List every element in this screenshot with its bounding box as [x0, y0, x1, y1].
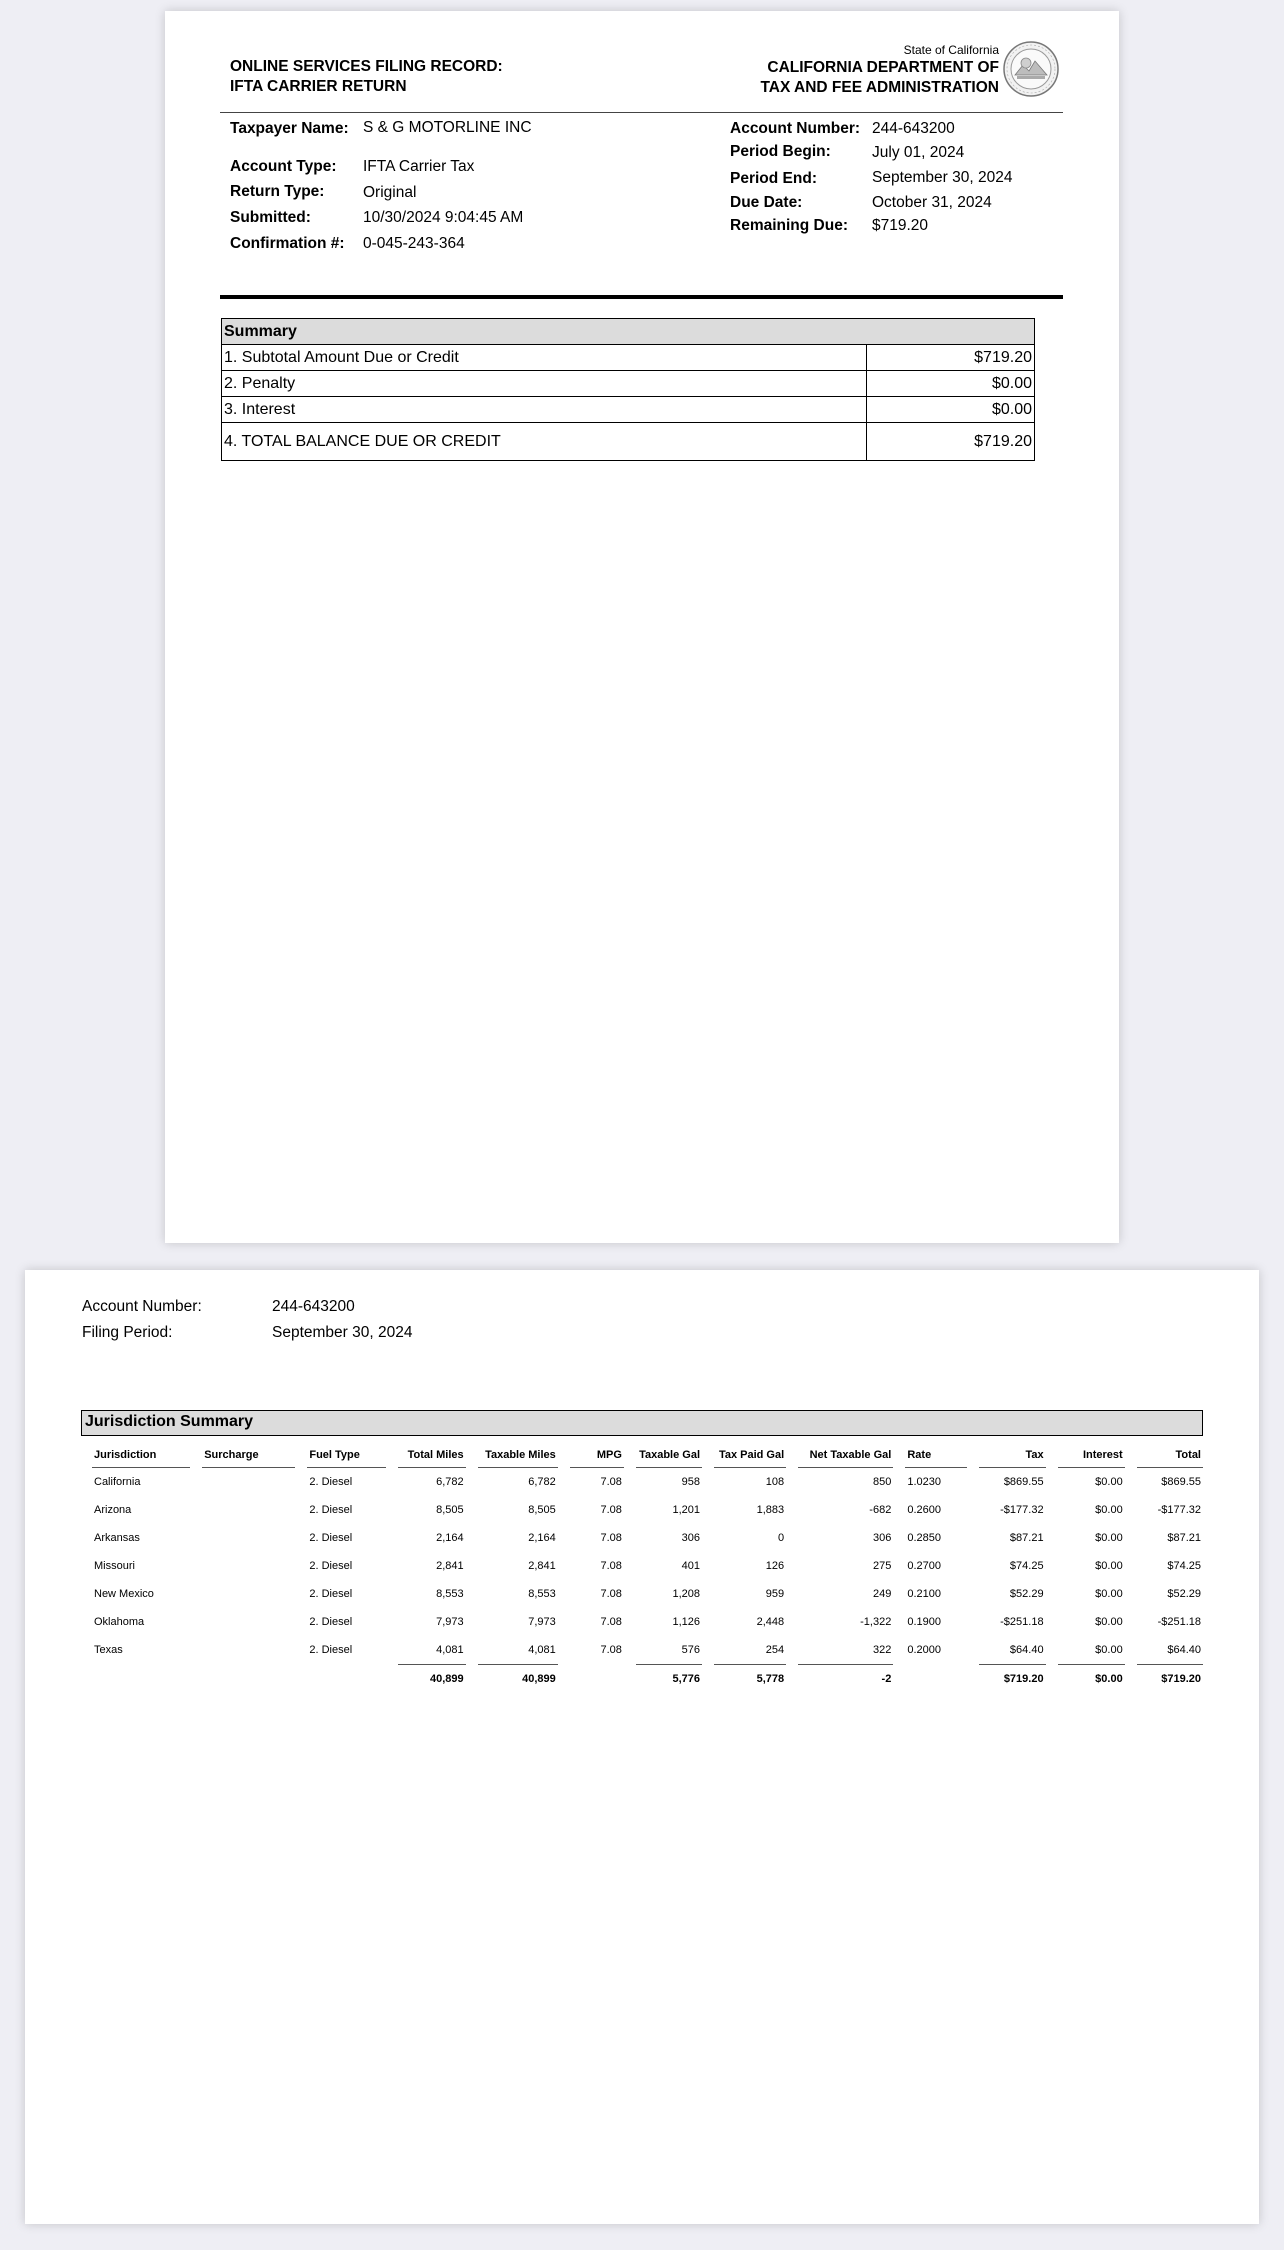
- taxpayer-name-label: Taxpayer Name:: [230, 120, 349, 137]
- cell-taxable-gal: 1,208: [672, 1588, 701, 1600]
- col-header-surcharge: Surcharge: [202, 1442, 295, 1468]
- cell-total: $74.25: [1167, 1560, 1201, 1572]
- summary-row: [222, 345, 1035, 371]
- summary-total-label: 4. TOTAL BALANCE DUE OR CREDIT: [222, 423, 867, 461]
- account-type-label: Account Type:: [230, 158, 337, 175]
- cell-mpg: 7.08: [600, 1616, 622, 1628]
- cell-tax-paid-gal: 254: [765, 1644, 785, 1656]
- cell-rate: 0.2000: [907, 1644, 941, 1656]
- col-header-total-miles: Total Miles: [398, 1442, 466, 1468]
- summary-table: [221, 318, 1035, 461]
- period-end-label: Period End:: [730, 170, 817, 187]
- cell-tax: -$177.32: [1000, 1504, 1044, 1516]
- cell-mpg: 7.08: [600, 1504, 622, 1516]
- cell-surcharge: [202, 1608, 295, 1636]
- cell-total-miles: 6,782: [436, 1476, 464, 1488]
- cell-taxable-gal: 576: [681, 1644, 701, 1656]
- cell-total: $52.29: [1167, 1588, 1201, 1600]
- table-row: [92, 1608, 1203, 1636]
- cell-interest: $0.00: [1095, 1644, 1123, 1656]
- cell-net-taxable-gal: 249: [872, 1588, 892, 1600]
- cell-tax-paid-gal: 5,778: [714, 1664, 786, 1692]
- col-header-net-taxable-gal: Net Taxable Gal: [798, 1442, 893, 1468]
- col-header-taxable-gal: Taxable Gal: [636, 1442, 702, 1468]
- jurisdiction-summary-title: Jurisdiction Summary: [81, 1410, 1203, 1436]
- cell-mpg: 7.08: [600, 1560, 622, 1572]
- cell-total-miles: 7,973: [436, 1616, 464, 1628]
- cell-fuel-type: 2. Diesel: [309, 1616, 353, 1628]
- cell-rate: 1.0230: [907, 1476, 941, 1488]
- due-date-label: Due Date:: [730, 194, 803, 211]
- cell-rate: 0.2100: [907, 1588, 941, 1600]
- jurisdiction-header-row: [92, 1442, 1203, 1468]
- cell-jurisdiction: Arkansas: [94, 1532, 140, 1544]
- cell-surcharge: [202, 1468, 295, 1496]
- cell-rate: 0.2600: [907, 1504, 941, 1516]
- cell-total: $719.20: [1137, 1664, 1203, 1692]
- col-header-fuel-type: Fuel Type: [307, 1442, 385, 1468]
- cell-surcharge: [202, 1664, 295, 1692]
- cell-interest: $0.00: [1095, 1532, 1123, 1544]
- submitted-value: 10/30/2024 9:04:45 AM: [363, 209, 524, 226]
- cell-taxable-gal: 306: [681, 1532, 701, 1544]
- summary-total-amount: $719.20: [867, 423, 1035, 461]
- filing-record-title: [230, 57, 503, 97]
- cell-fuel-type: 2. Diesel: [309, 1644, 353, 1656]
- cell-net-taxable-gal: 275: [872, 1560, 892, 1572]
- cell-taxable-gal: 5,776: [636, 1664, 702, 1692]
- table-row: [92, 1496, 1203, 1524]
- cell-net-taxable-gal: -1,322: [860, 1616, 892, 1628]
- cell-tax-paid-gal: 108: [765, 1476, 785, 1488]
- summary-row-label: 2. Penalty: [222, 371, 867, 397]
- summary-row-label: 3. Interest: [222, 397, 867, 423]
- cell-total: -$251.18: [1157, 1616, 1201, 1628]
- return-page-2: [25, 1270, 1259, 2224]
- confirmation-label: Confirmation #:: [230, 235, 345, 252]
- cell-total-miles: 40,899: [398, 1664, 466, 1692]
- cell-mpg: 7.08: [600, 1476, 622, 1488]
- cell-interest: $0.00: [1095, 1588, 1123, 1600]
- department-line-1: CALIFORNIA DEPARTMENT OF: [767, 59, 999, 76]
- cell-taxable-miles: 8,553: [528, 1588, 556, 1600]
- summary-total-row: [222, 423, 1035, 461]
- cell-interest: $0.00: [1095, 1504, 1123, 1516]
- filing-period-label: Filing Period:: [82, 1324, 173, 1341]
- cell-taxable-miles: 6,782: [528, 1476, 556, 1488]
- remaining-due-value: $719.20: [872, 217, 929, 234]
- cell-tax: -$251.18: [1000, 1616, 1044, 1628]
- cell-total-miles: 8,553: [436, 1588, 464, 1600]
- period-end-value: September 30, 2024: [872, 169, 1013, 186]
- cell-fuel-type: 2. Diesel: [309, 1560, 353, 1572]
- return-type-label: Return Type:: [230, 183, 325, 200]
- cell-taxable-gal: 1,126: [672, 1616, 701, 1628]
- cell-interest: $0.00: [1095, 1616, 1123, 1628]
- cell-surcharge: [202, 1636, 295, 1664]
- cell-net-taxable-gal: -2: [798, 1664, 893, 1692]
- cell-tax-paid-gal: 0: [778, 1532, 785, 1544]
- cell-total: $869.55: [1161, 1476, 1201, 1488]
- cell-mpg: 7.08: [600, 1532, 622, 1544]
- cell-total-miles: 2,841: [436, 1560, 464, 1572]
- cell-tax-paid-gal: 2,448: [756, 1616, 785, 1628]
- taxpayer-name-value: S & G MOTORLINE INC: [363, 119, 532, 136]
- col-header-taxable-miles: Taxable Miles: [478, 1442, 558, 1468]
- totals-row: [92, 1664, 1203, 1692]
- cell-taxable-miles: 2,841: [528, 1560, 556, 1572]
- period-begin-value: July 01, 2024: [872, 144, 965, 161]
- table-row: [92, 1552, 1203, 1580]
- agency-header: [760, 43, 999, 98]
- cell-mpg: 7.08: [600, 1588, 622, 1600]
- return-type-value: Original: [363, 184, 417, 201]
- col-header-tax-paid-gal: Tax Paid Gal: [714, 1442, 786, 1468]
- summary-title: Summary: [222, 319, 1035, 345]
- cell-tax-paid-gal: 1,883: [756, 1504, 785, 1516]
- due-date-value: October 31, 2024: [872, 194, 992, 211]
- summary-row-label: 1. Subtotal Amount Due or Credit: [222, 345, 867, 371]
- cell-tax: $64.40: [1009, 1644, 1044, 1656]
- state-label: State of California: [903, 43, 999, 57]
- header-divider: [220, 112, 1063, 113]
- cell-rate: [905, 1664, 967, 1692]
- cell-jurisdiction: California: [94, 1476, 141, 1488]
- remaining-due-label: Remaining Due:: [730, 217, 848, 234]
- cell-jurisdiction: Arizona: [94, 1504, 132, 1516]
- summary-row-amount: $719.20: [867, 345, 1035, 371]
- summary-row: [222, 371, 1035, 397]
- cell-interest: $0.00: [1095, 1560, 1123, 1572]
- title-line-1: ONLINE SERVICES FILING RECORD:: [230, 58, 503, 75]
- cell-jurisdiction: Missouri: [94, 1560, 135, 1572]
- cell-tax: $869.55: [1003, 1476, 1044, 1488]
- cell-tax-paid-gal: 126: [765, 1560, 785, 1572]
- table-row: [92, 1636, 1203, 1664]
- cell-interest: $0.00: [1095, 1476, 1123, 1488]
- cell-total-miles: 8,505: [436, 1504, 464, 1516]
- cell-rate: 0.2850: [907, 1532, 941, 1544]
- col-header-total: Total: [1137, 1442, 1203, 1468]
- table-row: [92, 1580, 1203, 1608]
- cell-taxable-miles: 8,505: [528, 1504, 556, 1516]
- cell-jurisdiction: [92, 1664, 190, 1692]
- cell-fuel-type: 2. Diesel: [309, 1532, 353, 1544]
- department-line-2: TAX AND FEE ADMINISTRATION: [760, 79, 999, 96]
- col-header-rate: Rate: [905, 1442, 967, 1468]
- account-number-value: 244-643200: [272, 1298, 355, 1315]
- cell-fuel-type: 2. Diesel: [309, 1476, 353, 1488]
- cell-net-taxable-gal: 850: [872, 1476, 892, 1488]
- cell-jurisdiction: New Mexico: [94, 1588, 154, 1600]
- return-page-1: [165, 11, 1119, 1243]
- cell-taxable-miles: 40,899: [478, 1664, 558, 1692]
- account-number-label: Account Number:: [730, 120, 861, 137]
- cell-taxable-gal: 958: [681, 1476, 701, 1488]
- cell-net-taxable-gal: 306: [872, 1532, 892, 1544]
- table-row: [92, 1468, 1203, 1496]
- summary-row: [222, 397, 1035, 423]
- submitted-label: Submitted:: [230, 209, 311, 226]
- cell-rate: 0.1900: [907, 1616, 941, 1628]
- cell-tax-paid-gal: 959: [765, 1588, 785, 1600]
- period-begin-label: Period Begin:: [730, 143, 831, 160]
- cell-fuel-type: [307, 1664, 385, 1692]
- cell-fuel-type: 2. Diesel: [309, 1588, 353, 1600]
- cell-total-miles: 4,081: [436, 1644, 464, 1656]
- cell-jurisdiction: Oklahoma: [94, 1616, 145, 1628]
- cell-mpg: 7.08: [600, 1644, 622, 1656]
- cell-surcharge: [202, 1552, 295, 1580]
- state-seal-logo: [1003, 41, 1059, 97]
- summary-header-row: [222, 319, 1035, 345]
- col-header-mpg: MPG: [570, 1442, 624, 1468]
- account-type-value: IFTA Carrier Tax: [363, 158, 475, 175]
- cell-total: -$177.32: [1157, 1504, 1201, 1516]
- col-header-jurisdiction: Jurisdiction: [92, 1442, 190, 1468]
- table-row: [92, 1524, 1203, 1552]
- summary-row-amount: $0.00: [867, 397, 1035, 423]
- cell-tax: $87.21: [1009, 1532, 1044, 1544]
- cell-total: $87.21: [1167, 1532, 1201, 1544]
- account-number-value: 244-643200: [872, 120, 955, 137]
- jurisdiction-table: [92, 1442, 1203, 1692]
- cell-taxable-gal: 401: [681, 1560, 701, 1572]
- confirmation-value: 0-045-243-364: [363, 235, 465, 252]
- filing-period-value: September 30, 2024: [272, 1324, 413, 1341]
- cell-mpg: [570, 1664, 624, 1692]
- section-divider: [220, 295, 1063, 299]
- cell-taxable-gal: 1,201: [672, 1504, 701, 1516]
- cell-total: $64.40: [1167, 1644, 1201, 1656]
- summary-row-amount: $0.00: [867, 371, 1035, 397]
- cell-taxable-miles: 4,081: [528, 1644, 556, 1656]
- cell-fuel-type: 2. Diesel: [309, 1504, 353, 1516]
- cell-net-taxable-gal: 322: [872, 1644, 892, 1656]
- account-number-label: Account Number:: [82, 1298, 202, 1315]
- cell-tax: $74.25: [1009, 1560, 1044, 1572]
- cell-surcharge: [202, 1580, 295, 1608]
- cell-tax: $719.20: [979, 1664, 1045, 1692]
- cell-rate: 0.2700: [907, 1560, 941, 1572]
- col-header-interest: Interest: [1058, 1442, 1125, 1468]
- cell-jurisdiction: Texas: [94, 1644, 123, 1656]
- cell-surcharge: [202, 1524, 295, 1552]
- cell-taxable-miles: 7,973: [528, 1616, 556, 1628]
- cell-taxable-miles: 2,164: [528, 1532, 556, 1544]
- cell-interest: $0.00: [1058, 1664, 1125, 1692]
- cell-surcharge: [202, 1496, 295, 1524]
- cell-net-taxable-gal: -682: [869, 1504, 892, 1516]
- cell-total-miles: 2,164: [436, 1532, 464, 1544]
- title-line-2: IFTA CARRIER RETURN: [230, 78, 407, 95]
- col-header-tax: Tax: [979, 1442, 1045, 1468]
- cell-tax: $52.29: [1009, 1588, 1044, 1600]
